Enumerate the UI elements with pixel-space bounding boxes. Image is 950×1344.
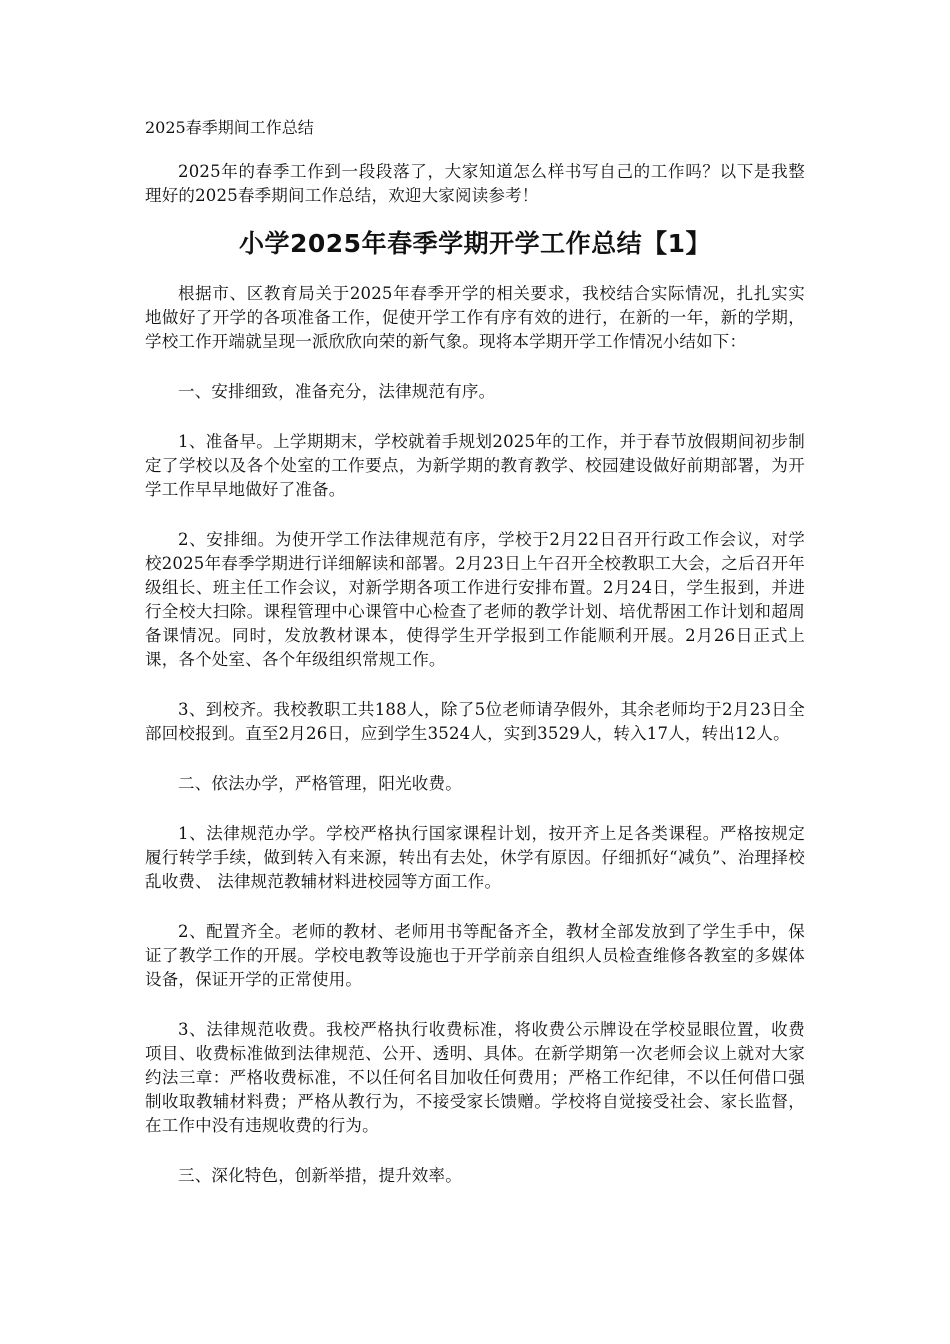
body-paragraph-3: 2、安排细。为使开学工作法律规范有序，学校于2月22日召开行政工作会议，对学校2025年春季学期进行详细解读和部署。2月23日上午召开全校教职工大会，之后召开年级组长、班主任工作会议，对新学期各项工作进行安排布置。2月24日，学生报到，并进行全校大扫除。课程管理中心课管中心检查了老师的教学计划、培优帮困工作计划和超周备课情况。同时，发放教材课本，使得学生开学报到工作能顺利开展。2月26日正式上课，各个处室、各个年级组织常规工作。 (145, 530, 805, 669)
body-paragraph-5: 1、法律规范办学。学校严格执行国家课程计划，按开齐上足各类课程。严格按规定履行转学手续，做到转入有来源，转出有去处，休学有原因。仔细抓好“减负”、治理择校乱收费、 法律规范教辅材料进校园等方面工作。 (145, 824, 805, 891)
section-heading: 小学2025年春季学期开学工作总结【1】 (239, 229, 711, 258)
section-title-2: 二、依法办学，严格管理，阳光收费。 (178, 774, 462, 793)
document-label: 2025春季期间工作总结 (145, 118, 314, 137)
body-paragraph-4: 3、到校齐。我校教职工共188人，除了5位老师请孕假外，其余老师均于2月23日全部回校报到。直至2月26日，应到学生3524人，实到3529人，转入17人，转出12人。 (145, 700, 805, 743)
body-paragraph-7: 3、法律规范收费。我校严格执行收费标准，将收费公示牌设在学校显眼位置，收费项目、收费标准做到法律规范、公开、透明、具体。在新学期第一次老师会议上就对大家约法三章：严格收费标准，不以任何名目加收任何费用；严格工作纪律，不以任何借口强制收取教辅材料费；严格从教行为，不接受家长馈赠。学校将自觉接受社会、家长监督，在工作中没有违规收费的行为。 (145, 1020, 805, 1135)
intro-paragraph: 2025年的春季工作到一段段落了，大家知道怎么样书写自己的工作吗？以下是我整理好的2025春季期间工作总结，欢迎大家阅读参考！ (145, 162, 805, 205)
body-paragraph-6: 2、配置齐全。老师的教材、老师用书等配备齐全，教材全部发放到了学生手中，保证了教学工作的开展。学校电教等设施也于开学前亲自组织人员检查维修各教室的多媒体设备，保证开学的正常使用。 (145, 922, 805, 989)
body-paragraph-2: 1、准备早。上学期期末，学校就着手规划2025年的工作，并于春节放假期间初步制定了学校以及各个处室的工作要点，为新学期的教育教学、校园建设做好前期部署，为开学工作早早地做好了准备。 (145, 432, 805, 499)
section-title-3: 三、深化特色，创新举措，提升效率。 (178, 1166, 462, 1185)
body-paragraph-1: 根据市、区教育局关于2025年春季开学的相关要求，我校结合实际情况，扎扎实实地做好了开学的各项准备工作，促使开学工作有序有效的进行，在新的一年，新的学期，学校工作开端就呈现一派欣欣向荣的新气象。现将本学期开学工作情况小结如下： (145, 284, 805, 351)
document-body (145, 160, 805, 1214)
section-title-1: 一、安排细致，准备充分，法律规范有序。 (178, 382, 496, 401)
